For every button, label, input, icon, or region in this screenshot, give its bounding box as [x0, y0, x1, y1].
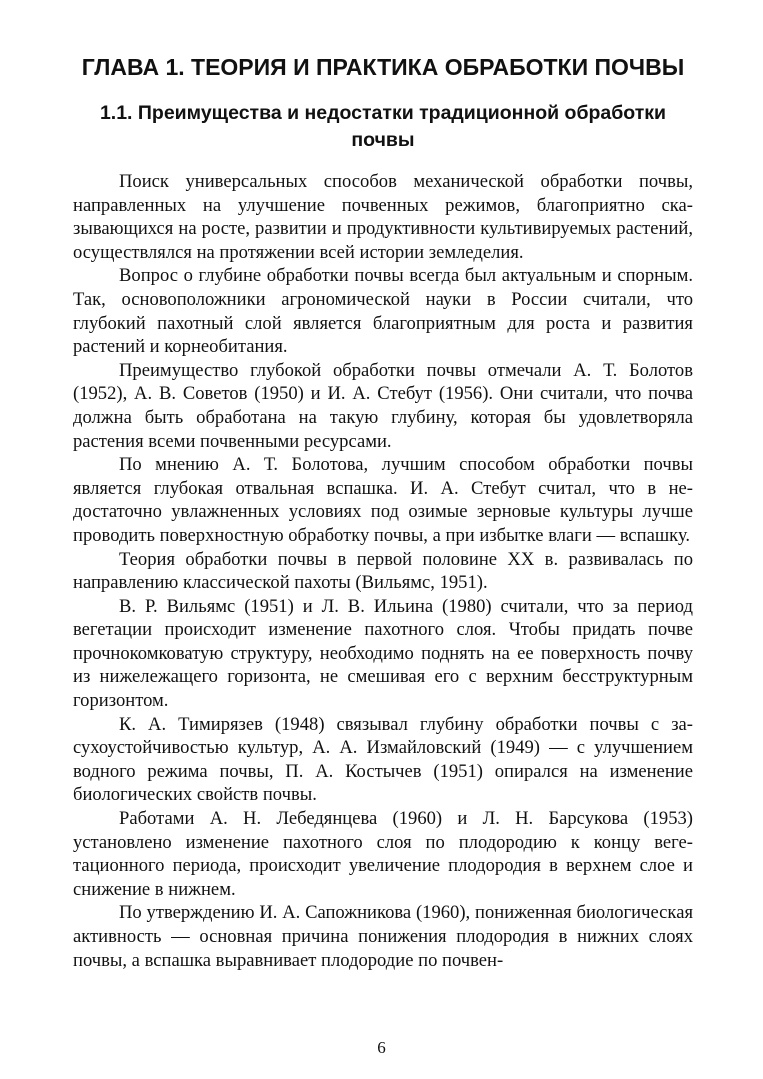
paragraph: Преимущество глубокой обработки почвы отмечали А. Т. Болотов (1952), А. В. Советов (1950) и И. А. Стебут (1956). Они считали, что почва должна быть обработана на такую глубину, которая бы удовлетворяла растения всеми почвенными ресурсами.: [73, 359, 693, 452]
paragraph: Теория обработки почвы в первой половине XX в. развивалась по направлению классической пахоты (Вильямс, 1951).: [73, 548, 693, 594]
paragraph: Работами А. Н. Лебедянцева (1960) и Л. Н. Барсукова (1953) установлено изменение пахотного слоя по плодородию к концу вегетационного периода, происходит увеличение плодородия в верхнем слое и снижение в нижнем.: [73, 808, 693, 900]
page-number: 6: [377, 1038, 386, 1057]
section-title: 1.1. Преимущества и недостатки традиционной обработки почвы: [99, 102, 667, 151]
paragraph: В. Р. Вильямс (1951) и Л. В. Ильина (1980) считали, что за период вегетации происходит изменение пахотного слоя. Чтобы придать почве прочнокомковатую структуру, необходимо поднять на ее поверхность почву из нижележащего горизонта, не смешивая его с верхним бесструктурным горизонтом.: [73, 595, 693, 712]
paragraph: К. А. Тимирязев (1948) связывал глубину обработки почвы с засухоустойчивостью культур, А. А. Измайловский (1949) — с улучшением водного режима почвы, П. А. Костычев (1951) опирался на изменение биологических свойств почвы.: [73, 713, 693, 806]
paragraph: По утверждению И. А. Сапожникова (1960), пониженная биологическая активность — основная причина понижения плодородия в нижних слоях почвы, а вспашка выравнивает плодородие по почвен-: [73, 902, 693, 971]
paragraph: Вопрос о глубине обработки почвы всегда был актуальным и спорным. Так, основоположники агрономической науки в России считали, что глубокий пахотный слой является благоприятным для роста и развития растений и корнеобитания.: [73, 265, 693, 358]
paragraph: Поиск универсальных способов механической обработки почвы, направленных на улучшение почвенных режимов, благоприятно сказывающихся на росте, развитии и продуктивности культивируемых растений, осуществлялся на протяжении всей истории земледелия.: [73, 171, 693, 263]
chapter-title: ГЛАВА 1. ТЕОРИЯ И ПРАКТИКА ОБРАБОТКИ ПОЧВЫ: [81, 54, 685, 80]
paragraph: По мнению А. Т. Болотова, лучшим способом обработки почвы является глубокая отвальная вспашка. И. А. Стебут считал, что в недостаточно увлажненных условиях под озимые зерновые культуры лучше проводить поверхностную обработку почвы, а при избытке влаги — вспашку.: [73, 454, 693, 546]
body-text: [73, 170, 693, 972]
